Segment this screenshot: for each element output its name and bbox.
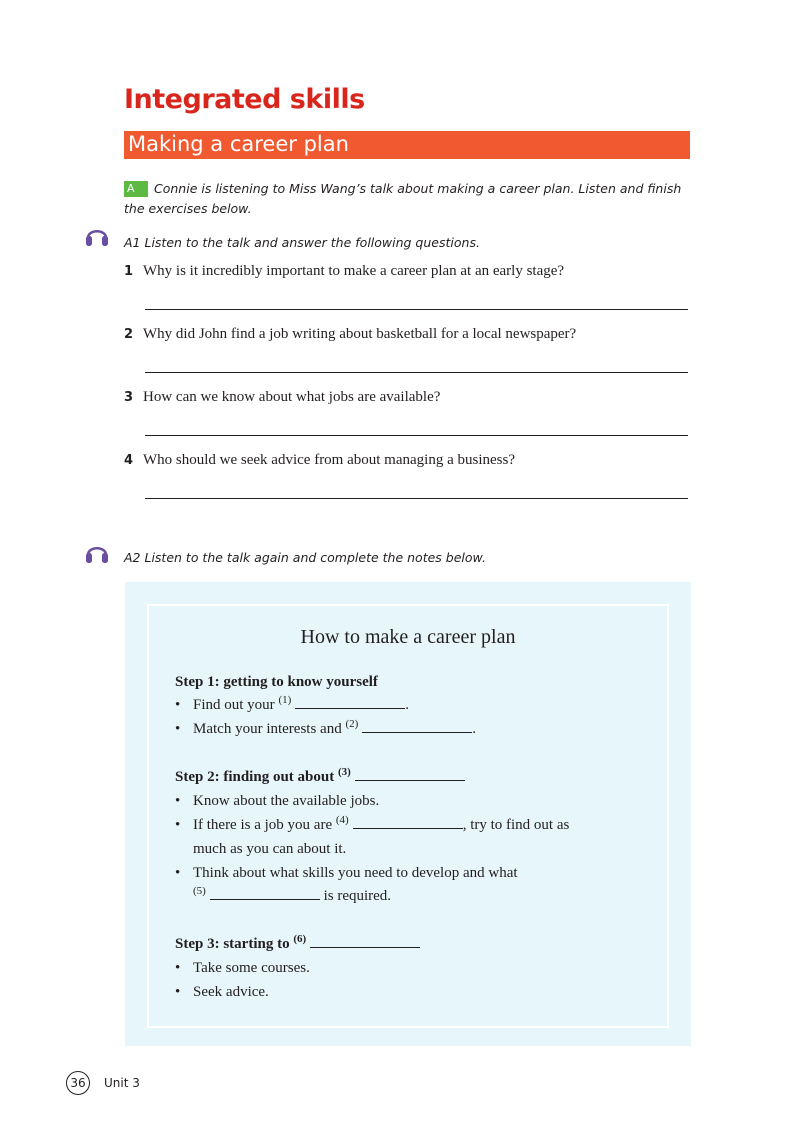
answer-line-1[interactable] <box>145 309 688 310</box>
question-4 <box>124 452 690 469</box>
unit-label: Unit 3 <box>104 1076 140 1090</box>
answer-line-4[interactable] <box>145 498 688 499</box>
step-1-bullet-1: • Find out your $^{(1)}$ . <box>175 694 410 713</box>
step-2-bullet-1: • Know about the available jobs. <box>175 793 380 809</box>
notes-title: How to make a career plan <box>300 626 516 648</box>
blank-6[interactable] <box>310 946 420 948</box>
section-a-intro-text: Connie is listening to Miss Wang’s talk about making a career plan. Listen and finish the exercises below. <box>124 181 682 216</box>
question-3 <box>124 389 690 406</box>
step-1-bullet-2: • Match your interests and $^{(2)}$ . <box>175 718 477 737</box>
question-number: 3 <box>124 390 134 405</box>
step-3-bullet-2: • Seek advice. <box>175 984 269 1000</box>
blank-number: (4) <box>335 814 349 826</box>
step-2-bullet-2-line-2: much as you can about it. <box>193 841 347 857</box>
question-text: Who should we seek advice from about managing a business? <box>143 452 515 468</box>
section-subtitle: Making a career plan <box>128 132 349 156</box>
page-title: Integrated skills <box>124 84 365 115</box>
notes-inner-frame <box>147 604 669 1028</box>
headphones-icon[interactable] <box>84 222 110 248</box>
section-a-intro <box>124 179 690 219</box>
blank-number: (6) <box>293 933 307 945</box>
notes-box <box>125 582 691 1046</box>
question-1 <box>124 263 690 280</box>
blank-5[interactable] <box>210 898 320 900</box>
step-2-bullet-3: • Think about what skills you need to develop and what <box>175 865 518 881</box>
step-1-heading: Step 1: getting to know yourself <box>175 674 378 690</box>
answer-line-2[interactable] <box>145 372 688 373</box>
headphones-icon[interactable] <box>84 539 110 565</box>
page-number: 36 <box>66 1071 90 1095</box>
step-2-heading: Step 2: finding out about $^{(3)}$ <box>175 769 465 786</box>
blank-number: (3) <box>337 766 351 778</box>
question-text: Why did John find a job writing about basketball for a local newspaper? <box>143 326 577 342</box>
question-number: 4 <box>124 453 134 468</box>
blank-1[interactable] <box>295 707 405 709</box>
step-3-heading: Step 3: starting to $^{(6)}$ <box>175 936 420 953</box>
blank-3[interactable] <box>355 779 465 781</box>
question-number: 2 <box>124 327 134 342</box>
a2-instruction: A2 Listen to the talk again and complete the notes below. <box>124 550 486 565</box>
section-subtitle-bar <box>124 131 690 159</box>
a1-instruction: A1 Listen to the talk and answer the following questions. <box>124 235 480 250</box>
question-2 <box>124 326 690 343</box>
step-3-bullet-1: • Take some courses. <box>175 960 310 976</box>
blank-4[interactable] <box>353 827 463 829</box>
question-number: 1 <box>124 264 134 279</box>
step-2-bullet-3-line-2: $^{(5)}$ is required. <box>193 885 392 904</box>
blank-2[interactable] <box>362 731 472 733</box>
blank-number: (1) <box>278 694 292 706</box>
step-2-bullet-2: • If there is a job you are $^{(4)}$ , try to find out as <box>175 814 570 833</box>
question-text: Why is it incredibly important to make a career plan at an early stage? <box>143 263 565 279</box>
blank-number: (5) <box>193 885 206 897</box>
question-text: How can we know about what jobs are available? <box>143 389 441 405</box>
blank-number: (2) <box>345 718 359 730</box>
section-a-badge: A <box>124 181 148 197</box>
answer-line-3[interactable] <box>145 435 688 436</box>
